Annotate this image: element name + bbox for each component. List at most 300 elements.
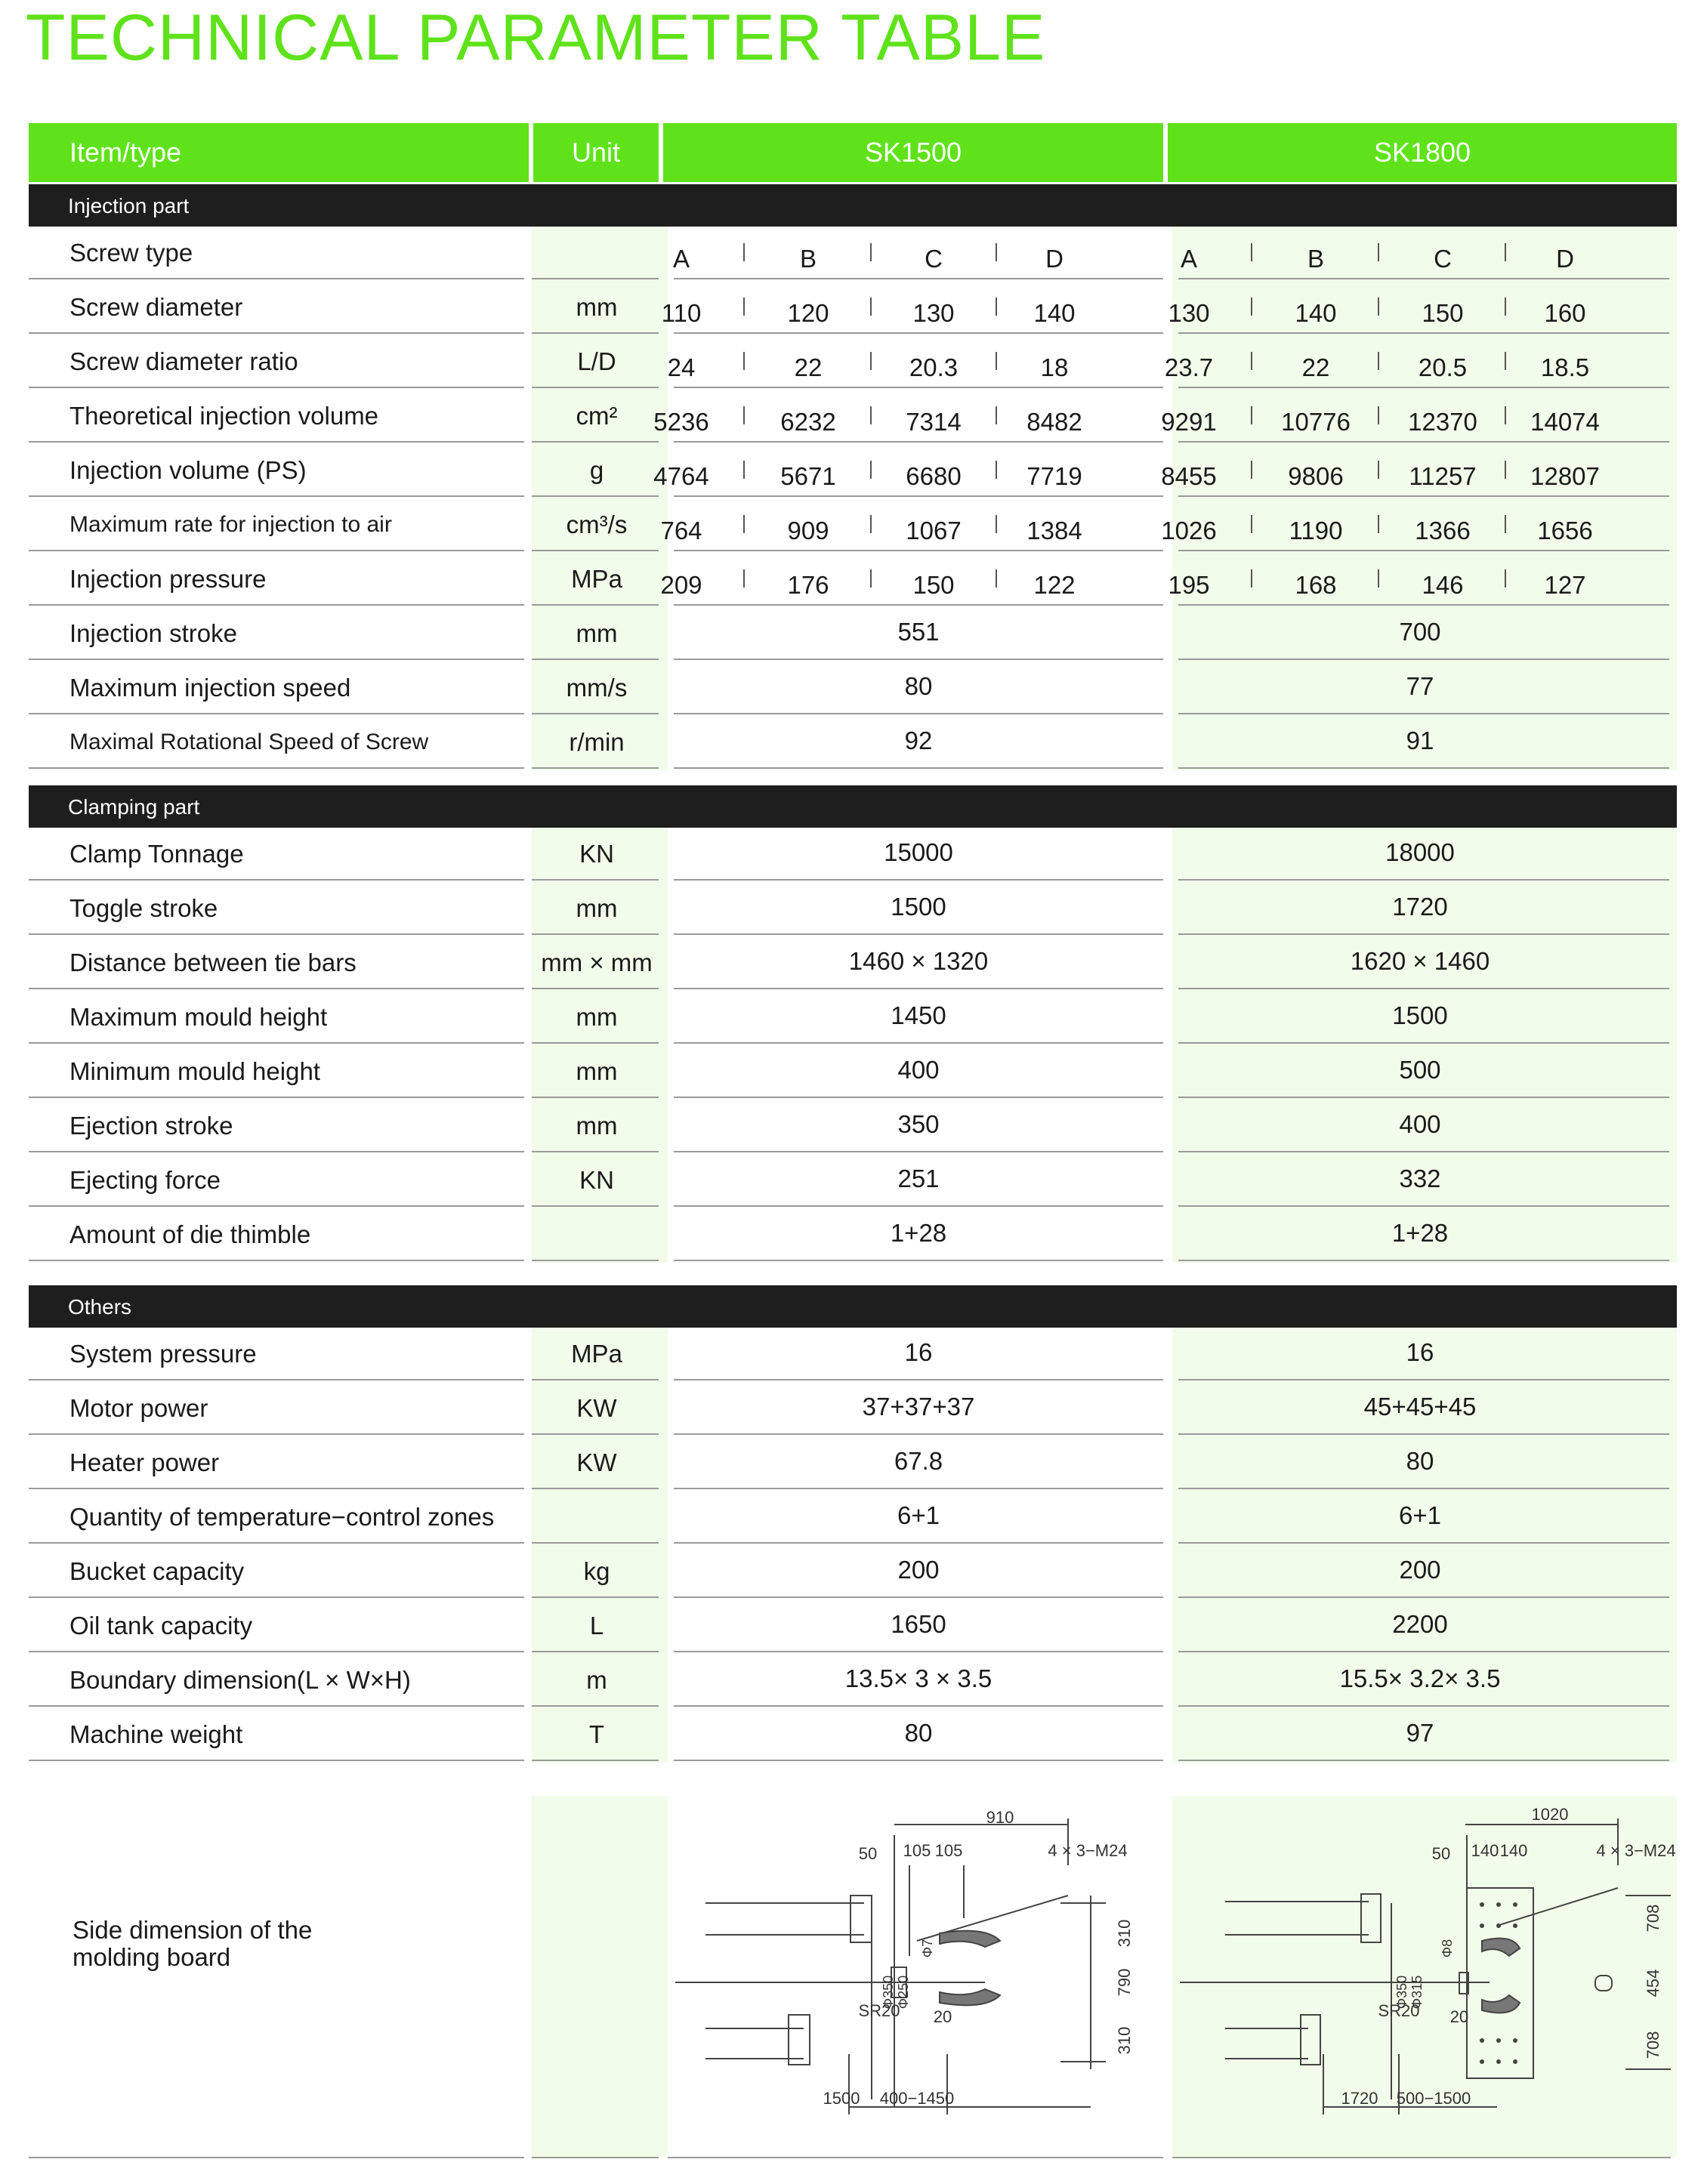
divider bbox=[1178, 1205, 1669, 1207]
row-unit: MPa bbox=[571, 1340, 622, 1368]
dim-140b: 140 bbox=[1499, 1841, 1528, 1860]
cell-sk1500-d: 1384 bbox=[1026, 517, 1082, 544]
divider bbox=[532, 495, 659, 497]
cell-sk1500-c: 150 bbox=[912, 571, 955, 599]
cell-separator bbox=[1251, 515, 1252, 533]
row-label: Machine weight bbox=[69, 1720, 243, 1748]
row-label: Injection volume (PS) bbox=[69, 456, 307, 484]
cell-sk1500: 13.5× 3 × 3.5 bbox=[844, 1664, 993, 1692]
row-label: Maximum injection speed bbox=[69, 674, 351, 702]
dim-910: 910 bbox=[986, 1808, 1014, 1827]
cell-separator bbox=[743, 461, 745, 479]
cell-separator bbox=[1378, 352, 1379, 370]
row-unit: mm × mm bbox=[541, 949, 653, 976]
divider bbox=[1178, 387, 1669, 388]
cell-sk1800-b: 9806 bbox=[1288, 462, 1344, 490]
divider bbox=[532, 1151, 659, 1152]
cell-sk1500-a: 5236 bbox=[653, 408, 709, 436]
cell-sk1500: 80 bbox=[904, 672, 933, 700]
divider bbox=[674, 1705, 1163, 1707]
divider bbox=[532, 278, 659, 279]
row-unit: MPa bbox=[571, 565, 622, 593]
divider bbox=[1178, 604, 1669, 606]
divider bbox=[1178, 1651, 1669, 1652]
divider bbox=[532, 441, 659, 443]
divider bbox=[1178, 1097, 1669, 1098]
cell-sk1500-b: 120 bbox=[787, 299, 829, 327]
divider bbox=[29, 2157, 524, 2158]
dim-thread: 4 × 3−M24 bbox=[1596, 1841, 1676, 1860]
divider bbox=[532, 1488, 659, 1489]
row-label: Screw diameter bbox=[69, 293, 243, 321]
divider bbox=[532, 1760, 659, 1761]
dim-phi350: Φ350 bbox=[881, 1975, 896, 2010]
divider bbox=[532, 1205, 659, 1207]
cell-separator bbox=[996, 352, 997, 370]
cell-sk1800: 45+45+45 bbox=[1363, 1393, 1477, 1421]
cell-sk1800: 1500 bbox=[1392, 1001, 1448, 1029]
section-header: Clamping part bbox=[29, 785, 1677, 828]
row-label: Bucket capacity bbox=[69, 1557, 245, 1585]
divider bbox=[532, 1542, 659, 1544]
cell-separator bbox=[870, 569, 872, 588]
divider bbox=[1178, 1433, 1669, 1435]
row-label: Maximal Rotational Speed of Screw bbox=[69, 730, 429, 754]
cell-sk1800-a: 9291 bbox=[1161, 408, 1217, 436]
cell-separator bbox=[1251, 352, 1252, 370]
divider bbox=[674, 1488, 1163, 1489]
cell-sk1800: 700 bbox=[1399, 618, 1441, 646]
cell-sk1500: 551 bbox=[897, 618, 940, 646]
dim-105b: 105 bbox=[934, 1841, 963, 1860]
divider bbox=[29, 1097, 524, 1098]
divider bbox=[674, 879, 1163, 881]
cell-separator bbox=[743, 298, 745, 316]
divider bbox=[532, 1433, 659, 1435]
row-unit: L/D bbox=[577, 347, 616, 375]
cell-sk1800-d: 127 bbox=[1544, 571, 1586, 599]
divider bbox=[1172, 2157, 1671, 2158]
divider bbox=[29, 879, 524, 881]
dim-20: 20 bbox=[1449, 2007, 1469, 2026]
divider bbox=[674, 387, 1163, 388]
divider bbox=[29, 988, 524, 989]
cell-separator bbox=[996, 406, 997, 424]
cell-sk1500: 1+28 bbox=[890, 1219, 947, 1247]
divider bbox=[29, 1042, 524, 1044]
row-unit: r/min bbox=[569, 728, 625, 756]
divider bbox=[532, 604, 659, 606]
cell-sk1500-a: 764 bbox=[660, 517, 702, 544]
cell-sk1800-a: 1026 bbox=[1161, 517, 1217, 544]
divider bbox=[532, 933, 659, 935]
row-unit: mm bbox=[576, 619, 618, 647]
row-unit: cm³/s bbox=[566, 511, 628, 538]
cell-sk1500-a: 209 bbox=[660, 571, 702, 599]
row-label: Motor power bbox=[69, 1394, 208, 1422]
divider bbox=[674, 659, 1163, 660]
divider bbox=[29, 767, 524, 769]
cell-sk1800-c: 146 bbox=[1422, 571, 1464, 599]
cell-sk1800: 15.5× 3.2× 3.5 bbox=[1339, 1664, 1501, 1692]
dim-1020: 1020 bbox=[1531, 1805, 1569, 1824]
row-unit: KW bbox=[576, 1394, 617, 1422]
cell-sk1800: 400 bbox=[1399, 1110, 1441, 1138]
divider bbox=[532, 387, 659, 388]
cell-sk1500-d: 18 bbox=[1040, 353, 1069, 381]
divider bbox=[532, 1042, 659, 1044]
cell-sk1500-a: A bbox=[672, 245, 690, 273]
cell-sk1800-c: 11257 bbox=[1409, 462, 1477, 490]
cell-sk1800-c: 12370 bbox=[1408, 408, 1477, 436]
divider bbox=[532, 767, 659, 769]
cell-sk1500: 200 bbox=[897, 1556, 940, 1584]
row-label: System pressure bbox=[69, 1340, 257, 1368]
dim-105a: 105 bbox=[903, 1841, 931, 1860]
cell-separator bbox=[870, 352, 872, 370]
cell-sk1800-d: 14074 bbox=[1530, 408, 1600, 436]
divider bbox=[674, 1651, 1163, 1652]
divider bbox=[674, 933, 1163, 935]
cell-sk1500-b: 22 bbox=[794, 353, 823, 381]
cell-sk1500-c: 6680 bbox=[906, 462, 962, 490]
header-model-sk1800: SK1800 bbox=[1168, 123, 1677, 182]
row-unit: cm² bbox=[576, 402, 618, 430]
mold-board-drawing-sk1800 bbox=[1172, 1805, 1677, 2122]
divider bbox=[532, 1596, 659, 1598]
cell-sk1500-c: C bbox=[925, 245, 943, 273]
divider bbox=[674, 550, 1163, 551]
dim-708a: 708 bbox=[1644, 1904, 1662, 1933]
divider bbox=[1178, 659, 1669, 660]
header-item: Item/type bbox=[29, 123, 529, 182]
cell-sk1500-b: 909 bbox=[787, 517, 829, 544]
cell-separator bbox=[1505, 569, 1506, 588]
cell-sk1800-c: 150 bbox=[1422, 299, 1464, 327]
cell-separator bbox=[870, 515, 872, 533]
divider bbox=[674, 1097, 1163, 1098]
row-label: Ejection stroke bbox=[69, 1112, 233, 1140]
cell-sk1500: 1460 × 1320 bbox=[848, 947, 989, 975]
cell-sk1500: 1650 bbox=[891, 1610, 946, 1638]
row-unit: kg bbox=[583, 1557, 610, 1585]
divider bbox=[674, 988, 1163, 989]
cell-sk1500: 400 bbox=[897, 1056, 940, 1084]
cell-sk1500: 67.8 bbox=[894, 1447, 943, 1475]
row-label: Distance between tie bars bbox=[69, 949, 357, 976]
divider bbox=[1178, 767, 1669, 769]
cell-sk1800-a: 130 bbox=[1168, 299, 1210, 327]
divider bbox=[1178, 332, 1669, 334]
dim-310b: 310 bbox=[1115, 2026, 1134, 2055]
divider bbox=[29, 1379, 524, 1380]
row-label: Boundary dimension(L × W×H) bbox=[69, 1666, 411, 1694]
cell-separator bbox=[996, 243, 997, 261]
divider bbox=[532, 1097, 659, 1098]
dim-1500: 1500 bbox=[823, 2089, 860, 2108]
dim-400-1450: 400−1450 bbox=[879, 2089, 955, 2108]
cell-sk1800-a: 23.7 bbox=[1164, 353, 1214, 381]
cell-sk1800: 1+28 bbox=[1391, 1219, 1449, 1247]
cell-separator bbox=[743, 406, 745, 424]
row-label: Heater power bbox=[69, 1448, 220, 1476]
row-unit: KN bbox=[579, 1166, 614, 1194]
cell-sk1800-d: 18.5 bbox=[1540, 353, 1590, 381]
divider bbox=[1178, 1151, 1669, 1152]
divider bbox=[674, 332, 1163, 334]
cell-separator bbox=[870, 298, 872, 316]
row-label: Injection stroke bbox=[69, 619, 237, 647]
cell-sk1500: 15000 bbox=[884, 838, 953, 866]
divider bbox=[29, 1151, 524, 1152]
cell-separator bbox=[1251, 406, 1252, 424]
cell-sk1800: 1620 × 1460 bbox=[1350, 947, 1490, 975]
cell-sk1500: 92 bbox=[904, 726, 933, 754]
cell-separator bbox=[870, 243, 872, 261]
section-header: Others bbox=[29, 1285, 1677, 1328]
row-label: Ejecting force bbox=[69, 1166, 221, 1194]
row-label: Oil tank capacity bbox=[69, 1612, 253, 1640]
section-header: Injection part bbox=[29, 184, 1677, 227]
row-label: Amount of die thimble bbox=[69, 1220, 311, 1248]
row-label: Toggle stroke bbox=[69, 894, 218, 922]
divider bbox=[668, 2157, 1163, 2158]
cell-separator bbox=[743, 515, 745, 533]
cell-sk1500: 16 bbox=[904, 1338, 933, 1366]
divider bbox=[29, 387, 524, 388]
divider bbox=[1178, 1705, 1669, 1707]
cell-sk1800-c: C bbox=[1434, 245, 1452, 273]
cell-sk1800: 1720 bbox=[1392, 893, 1448, 921]
divider bbox=[674, 1542, 1163, 1544]
dim-310a: 310 bbox=[1115, 1919, 1134, 1948]
divider bbox=[532, 988, 659, 989]
divider bbox=[1178, 713, 1669, 714]
cell-separator bbox=[1505, 406, 1506, 424]
row-unit: mm/s bbox=[566, 674, 628, 702]
dim-sr20: SR20 bbox=[858, 2001, 900, 2020]
divider bbox=[674, 713, 1163, 714]
divider bbox=[29, 441, 524, 443]
cell-sk1500-d: 8482 bbox=[1026, 408, 1082, 436]
cell-sk1500: 251 bbox=[897, 1164, 940, 1192]
cell-sk1500-c: 130 bbox=[912, 299, 955, 327]
dim-thread: 4 × 3−M24 bbox=[1048, 1841, 1128, 1860]
cell-sk1800: 200 bbox=[1399, 1556, 1441, 1584]
divider bbox=[674, 278, 1163, 279]
cell-sk1800-d: 1656 bbox=[1537, 517, 1593, 544]
dim-500-1500: 500−1500 bbox=[1396, 2089, 1471, 2108]
row-label: Maximum mould height bbox=[69, 1003, 328, 1031]
divider bbox=[532, 550, 659, 551]
dim-phi250: Φ250 bbox=[896, 1975, 911, 2010]
mold-board-drawing-sk1500 bbox=[668, 1805, 1171, 2122]
cell-sk1500-c: 7314 bbox=[906, 408, 962, 436]
cell-sk1800-b: 1190 bbox=[1289, 517, 1343, 544]
cell-sk1800: 16 bbox=[1406, 1338, 1434, 1366]
divider bbox=[1178, 1596, 1669, 1598]
cell-sk1800-d: 160 bbox=[1544, 299, 1586, 327]
divider bbox=[1178, 1542, 1669, 1544]
cell-separator bbox=[1505, 515, 1506, 533]
cell-separator bbox=[1378, 243, 1379, 261]
cell-sk1800: 80 bbox=[1406, 1447, 1434, 1475]
divider bbox=[674, 441, 1163, 443]
divider bbox=[674, 1205, 1163, 1207]
divider bbox=[29, 713, 524, 714]
row-label: Clamp Tonnage bbox=[69, 840, 244, 868]
cell-separator bbox=[1378, 406, 1379, 424]
row-unit: KW bbox=[576, 1448, 617, 1476]
divider bbox=[674, 1433, 1163, 1435]
divider bbox=[1178, 1379, 1669, 1380]
divider bbox=[29, 1542, 524, 1544]
dim-sr20: SR20 bbox=[1378, 2001, 1420, 2020]
row-label: Minimum mould height bbox=[69, 1057, 320, 1085]
row-label: Maximum rate for injection to air bbox=[69, 512, 392, 537]
divider bbox=[532, 1379, 659, 1380]
divider bbox=[29, 659, 524, 660]
cell-sk1500-a: 4764 bbox=[653, 462, 709, 490]
cell-separator bbox=[1378, 515, 1379, 533]
cell-sk1800-d: D bbox=[1556, 245, 1574, 273]
row-label: Injection pressure bbox=[69, 565, 267, 593]
dim-1720: 1720 bbox=[1341, 2089, 1378, 2108]
divider bbox=[29, 1705, 524, 1707]
divider bbox=[674, 604, 1163, 606]
divider bbox=[674, 767, 1163, 769]
cell-sk1500-d: 140 bbox=[1033, 299, 1076, 327]
row-label: Quantity of temperature−control zones bbox=[69, 1503, 495, 1531]
dim-phi8: Φ8 bbox=[1440, 1939, 1455, 1958]
divider bbox=[1178, 933, 1669, 935]
cell-separator bbox=[1251, 461, 1252, 479]
row-unit: m bbox=[586, 1666, 607, 1694]
cell-separator bbox=[1378, 298, 1379, 316]
divider bbox=[1178, 988, 1669, 989]
divider bbox=[1178, 1042, 1669, 1044]
divider bbox=[532, 659, 659, 660]
row-unit: mm bbox=[576, 1112, 618, 1140]
row-unit: g bbox=[589, 456, 604, 484]
divider bbox=[1178, 1760, 1669, 1761]
row-label: Screw type bbox=[69, 239, 193, 267]
cell-sk1800-b: 140 bbox=[1295, 299, 1337, 327]
divider bbox=[532, 1260, 659, 1261]
divider bbox=[1178, 1488, 1669, 1489]
cell-separator bbox=[996, 569, 997, 588]
cell-separator bbox=[1378, 461, 1379, 479]
divider bbox=[29, 550, 524, 551]
cell-sk1500-c: 20.3 bbox=[909, 353, 959, 381]
divider bbox=[29, 1205, 524, 1207]
divider bbox=[29, 332, 524, 334]
cell-sk1500: 1500 bbox=[891, 893, 946, 921]
cell-separator bbox=[1505, 243, 1506, 261]
divider bbox=[532, 1705, 659, 1707]
divider bbox=[532, 332, 659, 334]
cell-separator bbox=[1505, 461, 1506, 479]
cell-sk1500-a: 24 bbox=[667, 353, 696, 381]
cell-sk1800: 332 bbox=[1399, 1164, 1441, 1192]
header-unit: Unit bbox=[533, 123, 659, 182]
cell-separator bbox=[996, 461, 997, 479]
cell-separator bbox=[1505, 352, 1506, 370]
row-unit: KN bbox=[579, 840, 614, 868]
cell-sk1500-b: 6232 bbox=[780, 408, 836, 436]
cell-sk1800: 77 bbox=[1406, 672, 1434, 700]
cell-separator bbox=[743, 569, 745, 588]
divider bbox=[29, 1760, 524, 1761]
divider bbox=[532, 2157, 659, 2158]
table-header bbox=[29, 123, 1677, 182]
cell-separator bbox=[1378, 569, 1379, 588]
divider bbox=[29, 1433, 524, 1435]
dim-50: 50 bbox=[858, 1844, 878, 1863]
cell-sk1500-a: 110 bbox=[661, 299, 702, 327]
divider bbox=[532, 879, 659, 881]
dim-phi7: Φ7 bbox=[920, 1939, 935, 1958]
divider bbox=[29, 1596, 524, 1598]
divider bbox=[674, 1760, 1163, 1761]
cell-sk1800: 6+1 bbox=[1399, 1501, 1441, 1529]
cell-sk1800-d: 12807 bbox=[1530, 462, 1600, 490]
cell-sk1800-a: 8455 bbox=[1161, 462, 1217, 490]
cell-sk1500-d: D bbox=[1045, 245, 1064, 273]
dim-708b: 708 bbox=[1644, 2031, 1662, 2059]
cell-sk1800-a: 195 bbox=[1168, 571, 1210, 599]
cell-sk1500: 6+1 bbox=[897, 1501, 940, 1529]
cell-sk1800-c: 20.5 bbox=[1418, 353, 1468, 381]
divider bbox=[674, 1379, 1163, 1380]
cell-separator bbox=[996, 515, 997, 533]
cell-sk1500-d: 7719 bbox=[1026, 462, 1082, 490]
cell-sk1500: 80 bbox=[904, 1719, 933, 1747]
divider bbox=[29, 1260, 524, 1261]
divider bbox=[1178, 550, 1669, 551]
side-dimension-label: Side dimension of the molding board bbox=[73, 1916, 313, 1971]
row-label: Screw diameter ratio bbox=[69, 347, 298, 375]
cell-sk1500-c: 1067 bbox=[906, 517, 962, 544]
cell-separator bbox=[870, 406, 872, 424]
row-unit: mm bbox=[576, 1003, 618, 1031]
cell-sk1800-c: 1366 bbox=[1415, 517, 1471, 544]
cell-sk1800-a: A bbox=[1180, 245, 1197, 273]
dim-50: 50 bbox=[1431, 1844, 1451, 1863]
row-label: Theoretical injection volume bbox=[69, 402, 379, 430]
header-model-sk1500: SK1500 bbox=[663, 123, 1163, 182]
cell-sk1800-b: B bbox=[1307, 245, 1324, 273]
divider bbox=[1178, 441, 1669, 443]
row-unit: mm bbox=[576, 894, 618, 922]
row-unit: T bbox=[588, 1720, 605, 1748]
cell-sk1500-b: 176 bbox=[787, 571, 829, 599]
cell-separator bbox=[1251, 243, 1252, 261]
divider bbox=[674, 495, 1163, 497]
cell-sk1800: 500 bbox=[1399, 1056, 1441, 1084]
divider bbox=[532, 713, 659, 714]
divider bbox=[29, 1488, 524, 1489]
cell-sk1500: 37+37+37 bbox=[862, 1393, 975, 1421]
cell-sk1800-b: 22 bbox=[1301, 353, 1330, 381]
cell-separator bbox=[743, 243, 745, 261]
cell-separator bbox=[743, 352, 745, 370]
dim-140a: 140 bbox=[1471, 1841, 1499, 1860]
divider bbox=[29, 278, 524, 279]
divider bbox=[674, 1151, 1163, 1152]
cell-sk1800: 18000 bbox=[1385, 838, 1455, 866]
cell-separator bbox=[1251, 298, 1252, 316]
